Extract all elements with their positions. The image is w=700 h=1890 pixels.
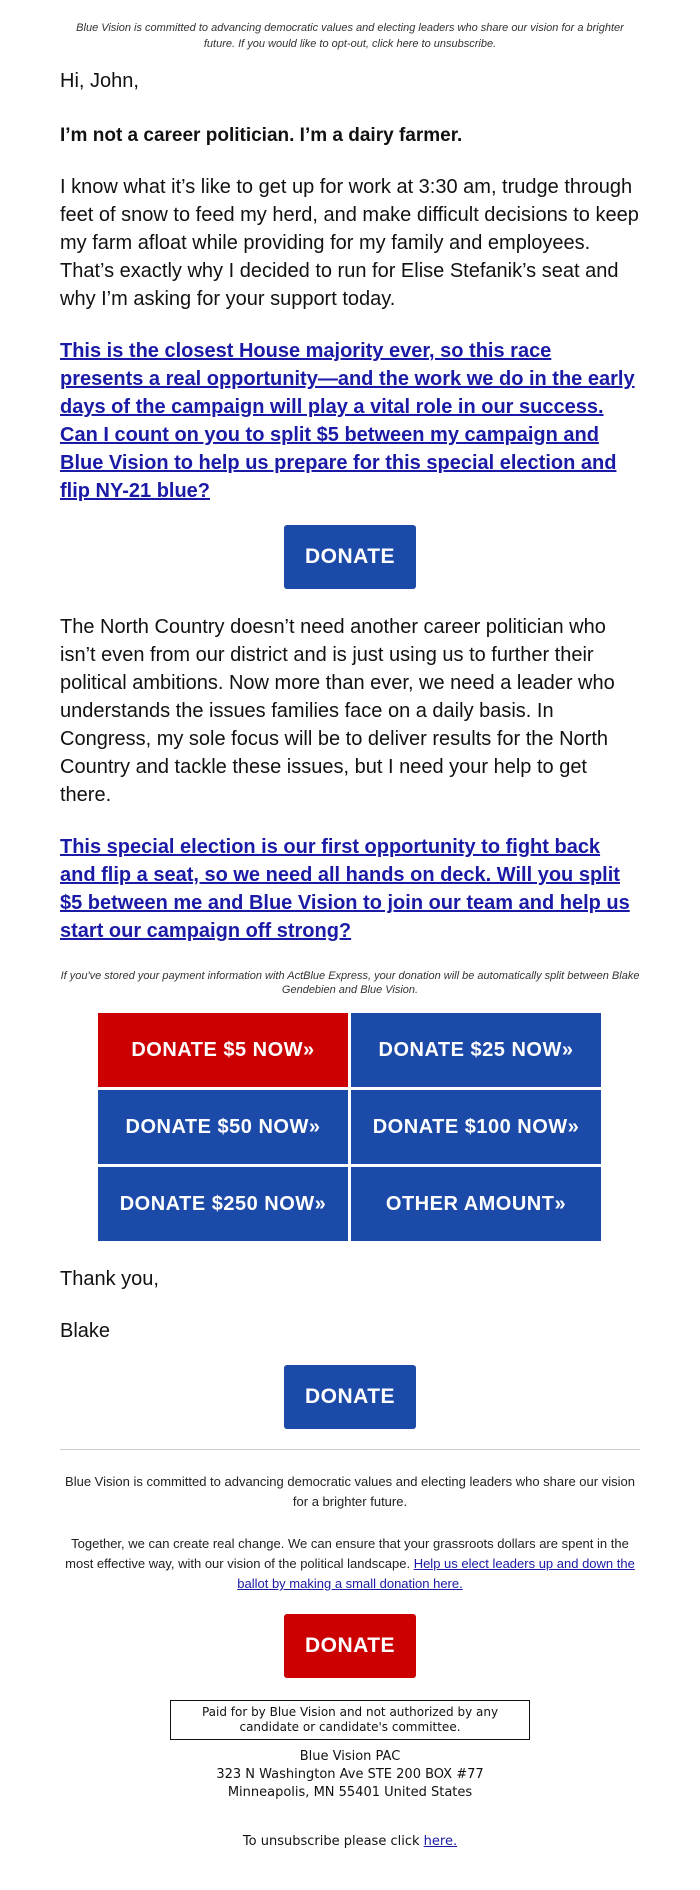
footer-divider	[60, 1449, 640, 1450]
cta-link-2[interactable]: This special election is our first opportunity to fight back and flip a seat, so we need all hands on deck. Will you split $5 between me and Blue Vision to join our team and help us start our campaign off strong?	[60, 836, 630, 942]
unsubscribe-text: To unsubscribe please click	[242, 1834, 420, 1849]
donation-amount-grid	[98, 1013, 602, 1241]
donate-row-2	[60, 1365, 640, 1429]
lead-line: I’m not a career politician. I’m a dairy farmer.	[60, 125, 463, 146]
footer-together-text: Together, we can create real change. We can ensure that your grassroots dollars are spent in the most effective way, with our vision of the political landscape.	[65, 1536, 629, 1571]
footer-together	[60, 1534, 640, 1594]
donate-row-1	[60, 525, 640, 589]
closing: Thank you,	[60, 1268, 159, 1290]
paid-for-disclaimer: Paid for by Blue Vision and not authorized by any candidate or candidate's committee.	[170, 1700, 530, 1740]
other-amount-button[interactable]: OTHER AMOUNT»	[351, 1167, 601, 1241]
unsubscribe-link[interactable]: here.	[423, 1834, 458, 1849]
donate-100-button[interactable]: DONATE $100 NOW»	[351, 1090, 601, 1164]
preheader[interactable]: Blue Vision is committed to advancing democratic values and electing leaders who share our vision for a brighter future. If you would like to opt-out, click here to unsubscribe.	[76, 22, 624, 50]
address-line-2: Minneapolis, MN 55401 United States	[227, 1785, 473, 1800]
donate-button-2[interactable]: DONATE	[284, 1365, 416, 1429]
actblue-note: If you've stored your payment information with ActBlue Express, your donation will be automatically split between Blake Gendebien and Blue Vision.	[60, 970, 640, 996]
donate-5-button[interactable]: DONATE $5 NOW»	[98, 1013, 348, 1087]
donate-50-button[interactable]: DONATE $50 NOW»	[98, 1090, 348, 1164]
org-address	[60, 1748, 640, 1802]
cta-link-1[interactable]: This is the closest House majority ever, so this race presents a real opportunity—and the work we do in the early days of the campaign will play a vital role in our success. Can I count on you to split $5 between my campaign and Blue Vision to help us prepare for this special election and flip NY-21 blue?	[60, 340, 635, 502]
email-body	[60, 0, 640, 1849]
intro-paragraph: I know what it’s like to get up for work at 3:30 am, trudge through feet of snow to feed my herd, and make difficult decisions to keep my farm afloat while providing for my family and employees. That’s exactly why I decided to run for Elise Stefanik’s seat and why I’m asking for your support today.	[60, 176, 639, 310]
donate-250-button[interactable]: DONATE $250 NOW»	[98, 1167, 348, 1241]
address-line-1: 323 N Washington Ave STE 200 BOX #77	[216, 1767, 484, 1782]
donate-button[interactable]: DONATE	[284, 525, 416, 589]
footer-donate-button[interactable]: DONATE	[284, 1614, 416, 1678]
footer-mission: Blue Vision is committed to advancing democratic values and electing leaders who share our vision for a brighter future.	[65, 1474, 635, 1509]
unsubscribe-line	[60, 1834, 640, 1849]
signature: Blake	[60, 1320, 111, 1342]
donate-25-button[interactable]: DONATE $25 NOW»	[351, 1013, 601, 1087]
body-paragraph: The North Country doesn’t need another career politician who isn’t even from our district and is just using us to further their political ambitions. Now more than ever, we need a leader who understands the issues families face on a daily basis. In Congress, my sole focus will be to deliver results for the North Country and tackle these issues, but I need your help to get there.	[60, 616, 615, 806]
greeting: Hi, John,	[60, 70, 139, 92]
donate-row-3	[60, 1614, 640, 1678]
org-name: Blue Vision PAC	[299, 1749, 401, 1764]
footer-donate-link[interactable]: Help us elect leaders up and down the ballot by making a small donation here.	[237, 1556, 635, 1591]
